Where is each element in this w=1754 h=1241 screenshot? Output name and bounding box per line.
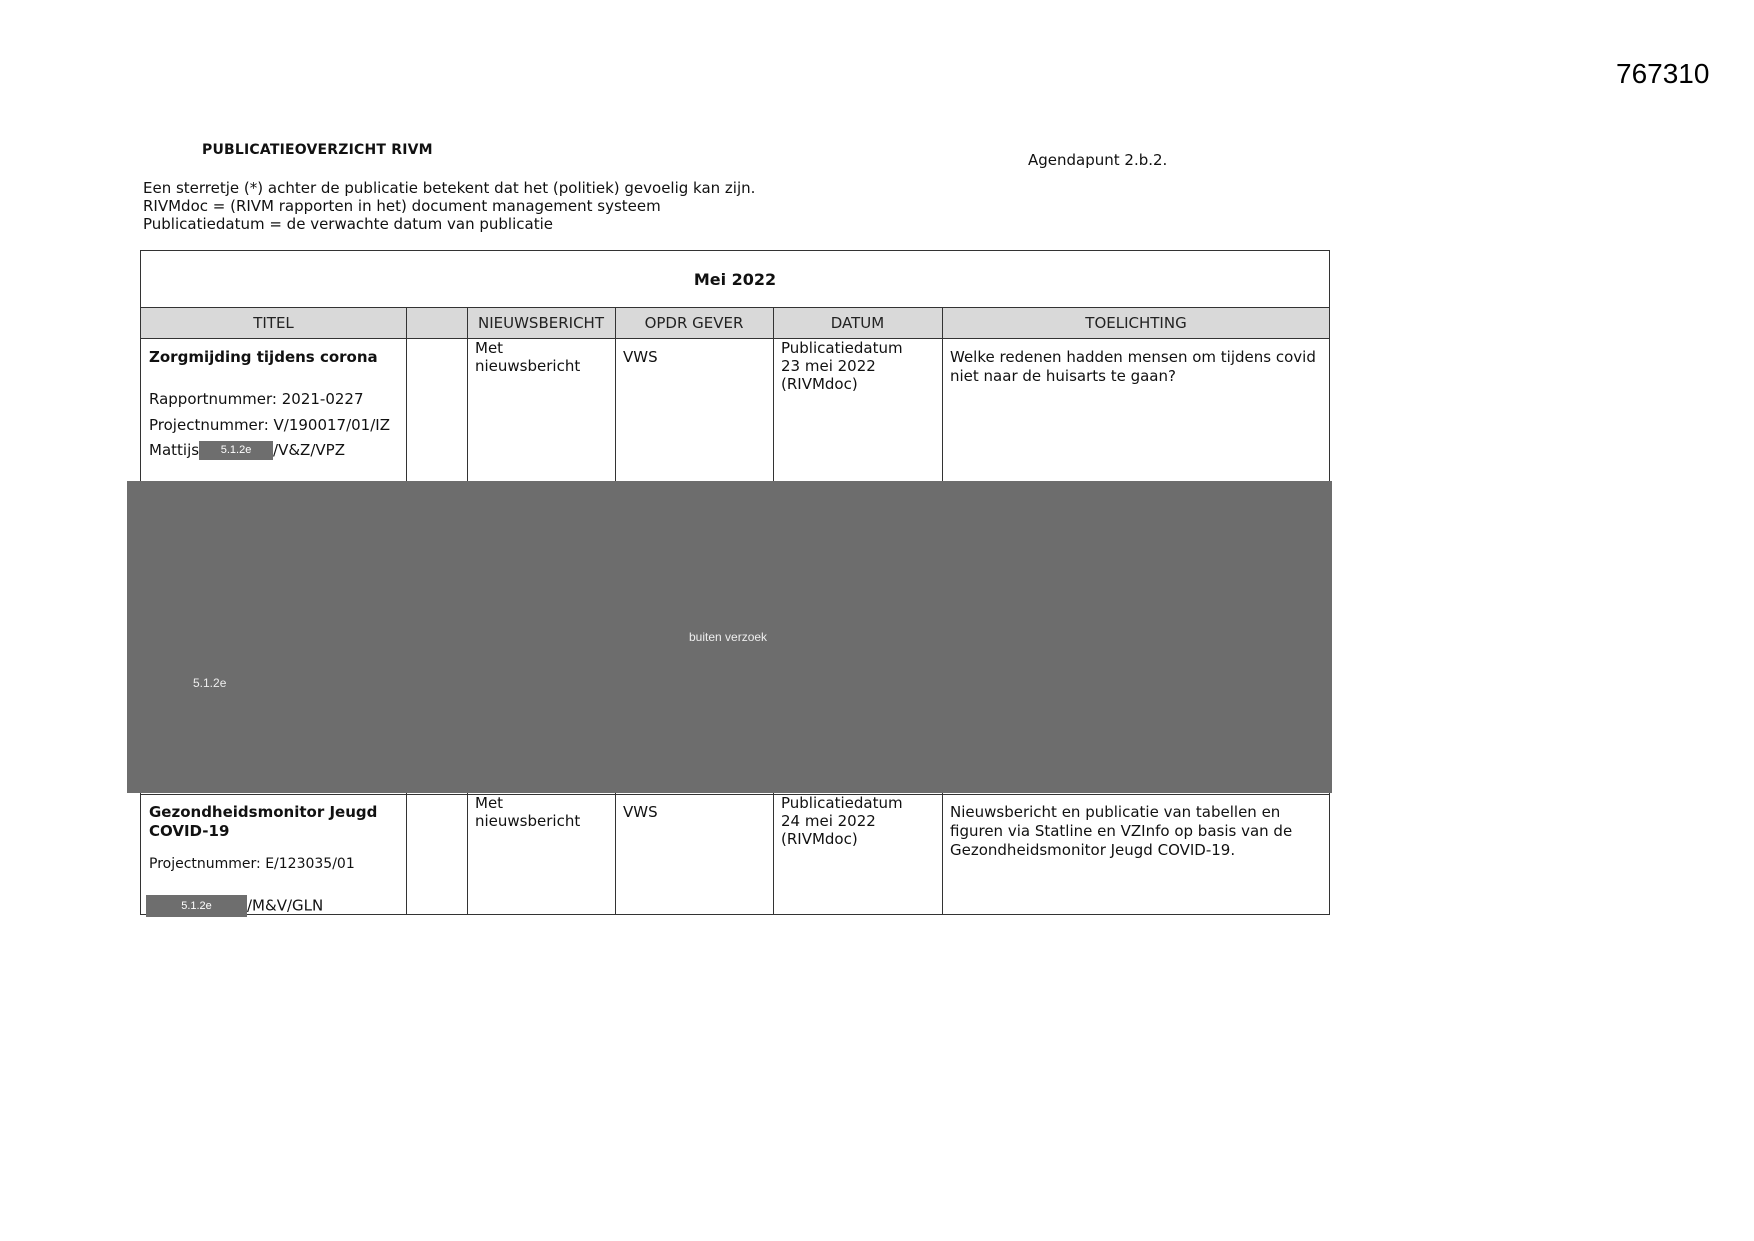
column-header-datum: DATUM bbox=[830, 313, 885, 332]
divider bbox=[141, 794, 1329, 795]
news-item: Met nieuwsbericht bbox=[475, 794, 581, 830]
month-heading: Mei 2022 bbox=[693, 269, 777, 289]
document-number: 767310 bbox=[1616, 58, 1710, 89]
project-number: Projectnummer: E/123035/01 bbox=[149, 856, 355, 872]
client: VWS bbox=[623, 348, 658, 366]
news-item: Met nieuwsbericht bbox=[475, 339, 581, 375]
report-number: Rapportnummer: 2021-0227 bbox=[149, 390, 364, 408]
project-number: Projectnummer: V/190017/01/IZ bbox=[149, 416, 390, 434]
row-title: Gezondheidsmonitor Jeugd COVID-19 bbox=[149, 803, 378, 840]
column-header-empty bbox=[406, 307, 467, 338]
redaction-block bbox=[127, 481, 1332, 793]
redaction-mark: 5.1.2e bbox=[146, 895, 247, 917]
publication-date: Publicatiedatum 23 mei 2022 (RIVMdoc) bbox=[781, 339, 903, 393]
agenda-item: Agendapunt 2.b.2. bbox=[1028, 151, 1168, 169]
intro-line: Publicatiedatum = de verwachte datum van publicatie bbox=[143, 215, 553, 233]
contact-department: /M&V/GLN bbox=[247, 896, 324, 915]
contact-name: Mattijs bbox=[149, 441, 200, 459]
publication-date: Publicatiedatum 24 mei 2022 (RIVMdoc) bbox=[781, 794, 903, 848]
column-header-titel: TITEL bbox=[253, 313, 294, 332]
row-title: Zorgmijding tijdens corona bbox=[149, 348, 378, 366]
contact-department: /V&Z/VPZ bbox=[273, 441, 345, 459]
redaction-mark: 5.1.2e bbox=[199, 441, 273, 460]
redaction-label: buiten verzoek bbox=[689, 630, 768, 644]
contact-person bbox=[149, 441, 345, 460]
document-title: PUBLICATIEOVERZICHT RIVM bbox=[202, 142, 433, 158]
client: VWS bbox=[623, 803, 658, 821]
redaction-code: 5.1.2e bbox=[193, 676, 227, 690]
column-header-toelichting: TOELICHTING bbox=[1085, 313, 1187, 332]
column-header-nieuwsbericht: NIEUWSBERICHT bbox=[478, 313, 604, 332]
divider bbox=[141, 338, 1329, 339]
contact-person bbox=[146, 895, 323, 917]
intro-line: Een sterretje (*) achter de publicatie betekent dat het (politiek) gevoelig kan zijn. bbox=[143, 179, 756, 197]
intro-line: RIVMdoc = (RIVM rapporten in het) document management systeem bbox=[143, 197, 661, 215]
explanation: Welke redenen hadden mensen om tijdens covid niet naar de huisarts te gaan? bbox=[950, 348, 1316, 385]
intro-text bbox=[143, 179, 755, 233]
explanation: Nieuwsbericht en publicatie van tabellen en figuren via Statline en VZInfo op basis van de Gezondheidsmonitor Jeugd COVID-19. bbox=[950, 803, 1293, 859]
column-header-opdrgever: OPDR GEVER bbox=[644, 313, 744, 332]
